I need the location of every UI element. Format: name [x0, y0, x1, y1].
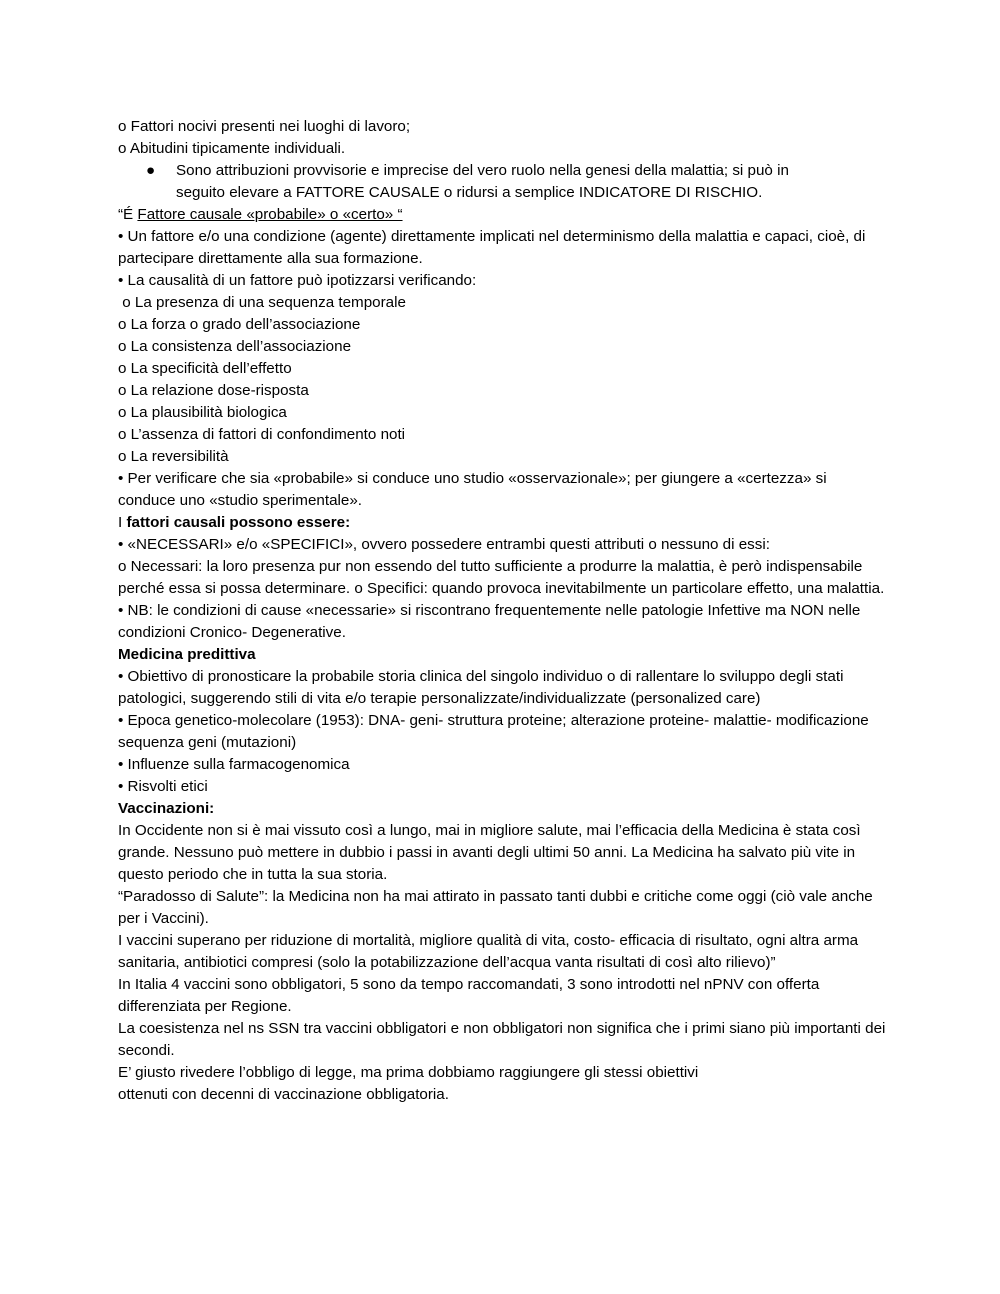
paragraph: • Influenze sulla farmacogenomica — [118, 756, 350, 773]
list-item: o La plausibilità biologica — [118, 404, 287, 421]
list-item: o La reversibilità — [118, 448, 229, 465]
paragraph-line: ottenuti con decenni di vaccinazione obbligatoria. — [118, 1086, 449, 1103]
paragraph: • NB: le condizioni di cause «necessarie» si riscontrano frequentemente nelle patologie Infettive ma NON nelle condizioni Cronico- Degenerative. — [118, 602, 861, 641]
text-prefix: I — [118, 514, 127, 531]
paragraph: • Obiettivo di pronosticare la probabile storia clinica del singolo individuo o di rallentare lo sviluppo degli stati patologici, suggerendo stili di vita e/o terapie personalizzate/individualizzate (personalized care) — [118, 668, 844, 707]
quote-prefix: “É — [118, 206, 138, 223]
underlined-title: Fattore causale «probabile» o «certo» “ — [137, 206, 403, 223]
subheading-causal-factors — [118, 512, 888, 534]
paragraph-line: E’ giusto rivedere l’obbligo di legge, ma prima dobbiamo raggiungere gli stessi obiettivi — [118, 1064, 699, 1081]
paragraph: • «NECESSARI» e/o «SPECIFICI», ovvero possedere entrambi questi attributi o nessuno di essi: — [118, 536, 770, 553]
list-item: o La specificità dell’effetto — [118, 360, 292, 377]
bold-text: fattori causali possono essere: — [126, 514, 351, 531]
list-item: o L’assenza di fattori di confondimento noti — [118, 426, 406, 443]
heading-medicina-predittiva: Medicina predittiva — [118, 646, 256, 663]
heading-vaccinazioni: Vaccinazioni: — [118, 800, 215, 817]
section-title-causal — [118, 204, 888, 226]
paragraph: I vaccini superano per riduzione di mortalità, migliore qualità di vita, costo- efficacia di risultato, ogni altra arma sanitaria, antibiotici compresi (solo la potabilizzazione dell’acqua vanta risultati di così alto rilievo)” — [118, 932, 859, 971]
list-item: o Fattori nocivi presenti nei luoghi di lavoro; — [118, 118, 411, 135]
document-body — [118, 116, 888, 1106]
paragraph: • Per verificare che sia «probabile» si conduce uno studio «osservazionale»; per giungere a «certezza» si conduce uno «studio sperimentale». — [118, 470, 827, 509]
paragraph: • Un fattore e/o una condizione (agente) direttamente implicati nel determinismo della malattia e capaci, cioè, di partecipare direttamente alla sua formazione. — [118, 228, 866, 267]
list-item: o La consistenza dell’associazione — [118, 338, 352, 355]
bullet-text-line-1: Sono attribuzioni provvisorie e imprecise del vero ruolo nella genesi della malattia; si può in — [176, 162, 789, 179]
bullet-icon: ● — [146, 162, 156, 179]
paragraph: In Italia 4 vaccini sono obbligatori, 5 sono da tempo raccomandati, 3 sono introdotti nel nPNV con offerta differenziata per Regione. — [118, 976, 820, 1015]
list-item: o La presenza di una sequenza temporale — [118, 294, 406, 311]
list-item: o La forza o grado dell’associazione — [118, 316, 361, 333]
list-item: o Abitudini tipicamente individuali. — [118, 140, 346, 157]
list-item: o La relazione dose-risposta — [118, 382, 309, 399]
paragraph: • Risvolti etici — [118, 778, 208, 795]
paragraph: La coesistenza nel ns SSN tra vaccini obbligatori e non obbligatori non significa che i primi siano più importanti dei secondi. — [118, 1020, 886, 1059]
paragraph: • Epoca genetico-molecolare (1953): DNA- geni- struttura proteine; alterazione proteine- malattie- modificazione sequenza geni (mutazioni) — [118, 712, 869, 751]
bullet-paragraph — [118, 160, 888, 204]
paragraph: • La causalità di un fattore può ipotizzarsi verificando: — [118, 272, 477, 289]
bullet-text-line-2: seguito elevare a FATTORE CAUSALE o ridursi a semplice INDICATORE DI RISCHIO. — [176, 184, 763, 201]
paragraph: “Paradosso di Salute”: la Medicina non ha mai attirato in passato tanti dubbi e critiche come oggi (ciò vale anche per i Vaccini). — [118, 888, 873, 927]
paragraph: In Occidente non si è mai vissuto così a lungo, mai in migliore salute, mai l’efficacia della Medicina è stata così grande. Nessuno può mettere in dubbio i passi in avanti degli ultimi 50 anni. La Medicina ha salvato più vite in questo periodo che in tutta la sua storia. — [118, 822, 861, 883]
paragraph: o Necessari: la loro presenza pur non essendo del tutto sufficiente a produrre la malattia, è però indispensabile perché essa si possa determinare. o Specifici: quando provoca inevitabilmente un particolare effetto, una malattia. — [118, 558, 885, 597]
